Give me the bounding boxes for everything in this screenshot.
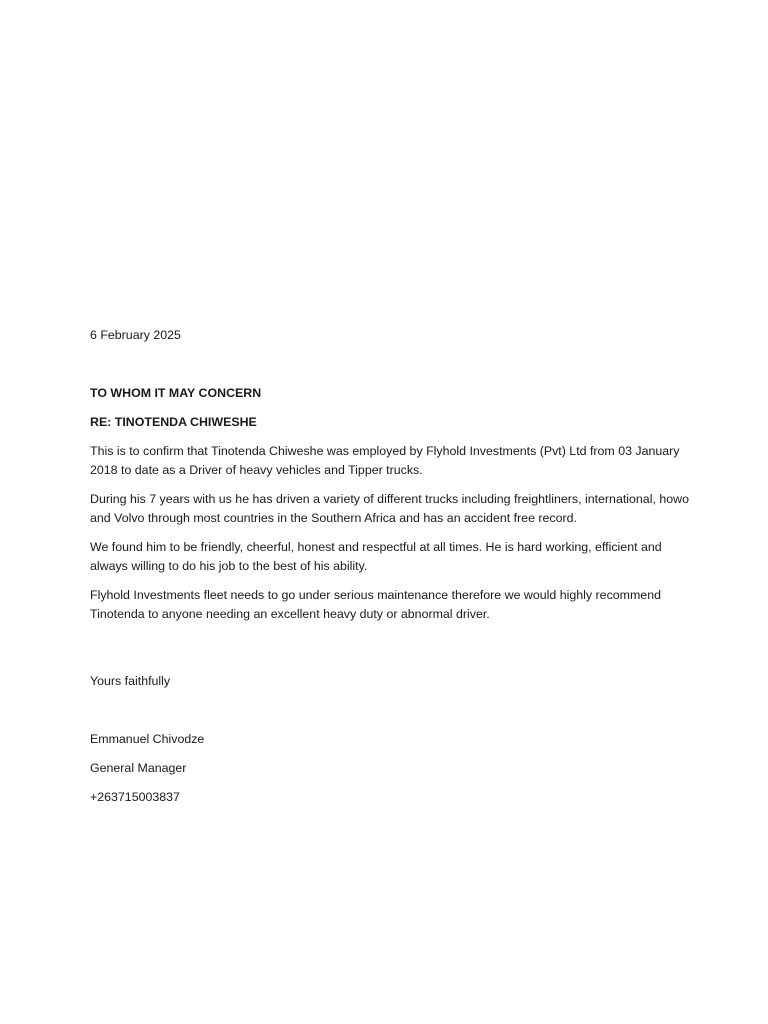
paragraph-employment: This is to confirm that Tinotenda Chiweshe was employed by Flyhold Investments (Pvt) Ltd from 03 January 2018 to date as a Driver of heavy vehicles and Tipper trucks.	[90, 444, 680, 477]
letter-salutation: TO WHOM IT MAY CONCERN	[90, 386, 262, 400]
paragraph-character: We found him to be friendly, cheerful, honest and respectful at all times. He is hard working, efficient and always willing to do his job to the best of his ability.	[90, 540, 662, 573]
letter-body	[90, 326, 690, 807]
signatory-phone: +263715003837	[90, 790, 180, 804]
signatory-title: General Manager	[90, 761, 187, 775]
paragraph-experience: During his 7 years with us he has driven a variety of different trucks including freightliners, international, howo and Volvo through most countries in the Southern Africa and has an accident free record.	[90, 492, 689, 525]
letter-date: 6 February 2025	[90, 328, 181, 342]
paragraph-recommendation: Flyhold Investments fleet needs to go under serious maintenance therefore we would highly recommend Tinotenda to anyone needing an excellent heavy duty or abnormal driver.	[90, 588, 661, 621]
letter-subject: RE: TINOTENDA CHIWESHE	[90, 415, 257, 429]
signatory-name: Emmanuel Chivodze	[90, 732, 205, 746]
letter-closing: Yours faithfully	[90, 674, 171, 688]
